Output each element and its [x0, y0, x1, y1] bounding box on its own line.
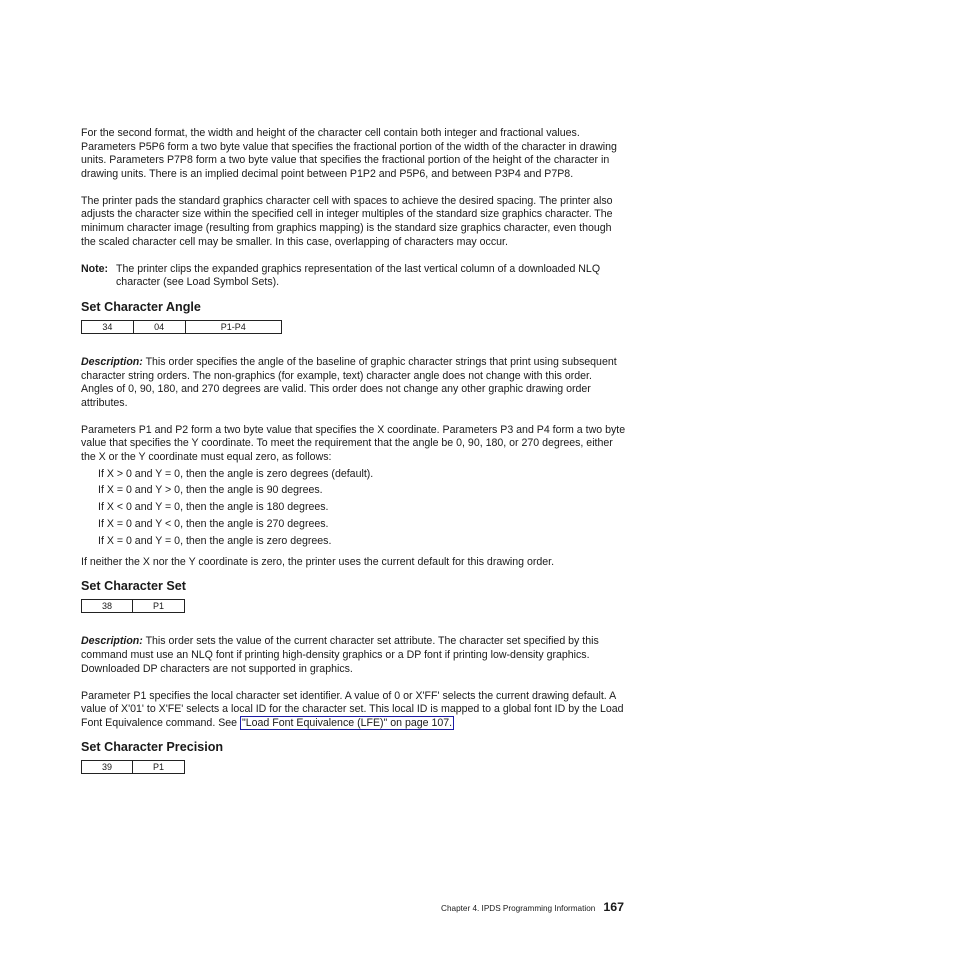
description-label: Description:: [81, 635, 143, 648]
heading-set-character-angle: Set Character Angle: [81, 299, 201, 314]
list-item: If X = 0 and Y < 0, then the angle is 270 degrees.: [98, 518, 329, 531]
description-text: This order specifies the angle of the baseline of graphic character strings that print using subsequent character string orders. The non-graphics (for example, text) character angle does not change with this order. Angles of 0, 90, 180, and 270 degrees are valid. This order does not change any other graphic drawing order attributes.: [81, 355, 617, 409]
chapter-title: Chapter 4. IPDS Programming Information: [441, 904, 596, 913]
note-label: Note:: [81, 262, 109, 275]
syntax-cell: 38: [82, 600, 133, 612]
syntax-table-angle: [81, 320, 282, 334]
charset-description: [81, 635, 626, 676]
note: [81, 263, 626, 290]
list-item: If X < 0 and Y = 0, then the angle is 180 degrees.: [98, 501, 329, 514]
intro-paragraph-1: For the second format, the width and height of the character cell contain both integer and fractional values. Parameters P5P6 form a two byte value that specifies the fractional portion of the width of the character in drawing units. Parameters P7P8 form a two byte value that specifies the fractional portion of the height of the character in drawing units. There is an implied decimal point between P1P2 and P5P6, and between P3P4 and P7P8.: [81, 127, 617, 180]
syntax-table-precision: [81, 760, 185, 774]
syntax-table-charset: [81, 599, 185, 613]
list-item: If X > 0 and Y = 0, then the angle is zero degrees (default).: [98, 467, 374, 480]
syntax-cell: 34: [82, 321, 134, 333]
angle-description: [81, 356, 626, 410]
page-number: 167: [603, 900, 624, 914]
list-item: If X = 0 and Y > 0, then the angle is 90 degrees.: [98, 484, 323, 497]
heading-set-character-precision: Set Character Precision: [81, 740, 224, 755]
syntax-cell: P1: [153, 762, 165, 773]
heading-set-character-set: Set Character Set: [81, 579, 186, 594]
load-font-equivalence-link[interactable]: "Load Font Equivalence (LFE)" on page 107.: [242, 716, 453, 729]
syntax-cell: 04: [134, 321, 186, 333]
charset-parameters-text: Parameter P1 specifies the local character set identifier. A value of 0 or X'FF' selects the current drawing default. A value of X'01' to X'FE' selects a local ID for the character set. This local ID is mapped to a global font ID by the Load Font Equivalence command. See: [81, 689, 624, 729]
angle-conditions-list: [81, 468, 626, 549]
syntax-cell: P1-P4: [220, 321, 246, 332]
angle-closing: If neither the X nor the Y coordinate is zero, the printer uses the current default for this drawing order.: [81, 555, 555, 568]
angle-parameters: Parameters P1 and P2 form a two byte value that specifies the X coordinate. Parameters P3 and P4 form a two byte value that specifies the Y coordinate. To meet the requirement that the angle be 0, 90, 180, or 270 degrees, either the X or the Y coordinate must equal zero, as follows:: [81, 423, 626, 463]
page-body: [81, 127, 626, 774]
page-footer: [418, 900, 624, 914]
charset-parameters: [81, 690, 626, 731]
syntax-cell: 39: [82, 761, 133, 773]
note-text: The printer clips the expanded graphics representation of the last vertical column of a downloaded NLQ character (see Load Symbol Sets).: [116, 262, 601, 289]
intro-paragraph-2: The printer pads the standard graphics character cell with spaces to achieve the desired spacing. The printer also adjusts the character size within the specified cell in integer multiples of the standard size graphics character. The minimum character image (resulting from graphics mapping) is the standard size graphics character, even though the scaled character cell may be smaller. In this case, overlapping of characters may occur.: [81, 194, 613, 248]
syntax-cell: P1: [153, 601, 165, 612]
description-label: Description:: [81, 355, 143, 368]
description-text: This order sets the value of the current character set attribute. The character set specified by this command must use an NLQ font if printing high-density graphics or a DP font if printing low-density graphics. Downloaded DP characters are not supported in graphics.: [81, 635, 599, 675]
list-item: If X = 0 and Y = 0, then the angle is zero degrees.: [98, 535, 332, 548]
